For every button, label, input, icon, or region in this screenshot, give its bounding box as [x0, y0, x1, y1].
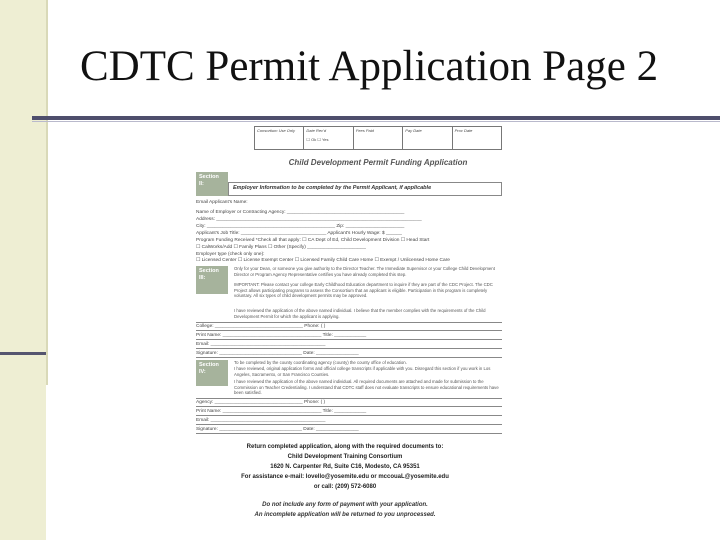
- footer-note: An incomplete application will be returned to you unprocessed.: [254, 512, 436, 518]
- section-text: To be completed by the county coordinating agency (county) the county office of education.: [234, 360, 407, 365]
- section-label: Section III:: [196, 266, 228, 294]
- form-field: Name of Employer or Contracting Agency: ____________________________________________: [196, 210, 405, 215]
- office-cell: Proc Date: [454, 128, 473, 133]
- form-field: Print Name: _____________________________________ Title: ____________: [196, 409, 367, 414]
- title-rule: [32, 116, 720, 120]
- side-band-divider: [46, 0, 48, 385]
- office-cell: Pay Date: [403, 127, 452, 149]
- divider: [196, 339, 502, 340]
- form-field: ☐ Licensed Center ☐ License Exempt Center ☐ Licensed Family Child Care Home ☐ Exempt / Unlicensed Home Care: [196, 258, 450, 263]
- form-field: Employer type (check only one):: [196, 252, 265, 257]
- footer-line: Child Development Training Consortium: [287, 454, 403, 460]
- form-field: ☐ CalWorks/Add ☐ Family Plans ☐ Other (Specify) ______________________: [196, 245, 366, 250]
- section-heading: Employer Information to be completed by the Permit Applicant, if applicable: [228, 182, 502, 196]
- document-title: Child Development Permit Funding Application: [288, 158, 468, 167]
- section-text: I have reviewed the application of the above named individual. I believe that the member complies with the requirements of the Child Development Permit for which the applicant is applying.: [234, 308, 486, 319]
- footer-line: or call: (209) 572-6080: [313, 484, 377, 490]
- footer-line: Return completed application, along with the required documents to:: [246, 444, 444, 450]
- section-label: Section II:: [196, 172, 228, 196]
- section-text: I have reviewed, original application forms and official college transcripts if applicable with you. Disregard this section if you work in Los Angeles, Sacramento, or San Francisco Counties.: [234, 366, 491, 377]
- divider: [196, 424, 502, 425]
- form-field: Signature: _______________________________ Date: ________________: [196, 351, 359, 356]
- footer-note: Do not include any form of payment with your application.: [262, 502, 428, 508]
- section-label: Section IV:: [196, 360, 228, 386]
- footer-line: For assistance e-mail: lovello@yosemite.edu or mccouaL@yosemite.edu: [241, 474, 449, 480]
- divider: [196, 415, 502, 416]
- form-field: College: _________________________________ Phone: ( ): [196, 324, 326, 329]
- divider: [196, 433, 502, 434]
- section-text: I have reviewed the application of the above named individual. All required documents are attached and made for submission to the Commission on Teacher Credentialing. I understand that CDTC staff does not evaluate transcripts to ensure educational requirements have been satisfied.: [234, 379, 499, 396]
- application-document: [186, 124, 504, 534]
- form-field: Agency: _________________________________ Phone: ( ): [196, 400, 326, 405]
- office-cell: Fees Paid: [354, 127, 403, 149]
- form-field: City: ________________________________________________ Zip: ______________________: [196, 224, 405, 229]
- divider: [196, 330, 502, 331]
- form-field: Print Name: _____________________________________ Title: ____________: [196, 333, 367, 338]
- divider: [196, 398, 502, 399]
- title-rule-shadow: [32, 121, 720, 122]
- form-field: Address: _____________________________________________________________________________: [196, 217, 422, 222]
- office-cell: Date Rec'd ☐ Ok ☐ Yes: [304, 127, 353, 149]
- divider: [196, 348, 502, 349]
- form-field: Program Funding Received *Check all that apply: ☐ CA Dept of Ed, Child Development Division ☐ Head Start: [196, 238, 430, 243]
- form-field: Email: ___________________________________________: [196, 342, 326, 347]
- side-band-tick: [0, 352, 46, 355]
- office-use-box: [254, 126, 502, 150]
- form-field: Applicant's Job Title: ________________________________ Applicant's Hourly Wage: $ ______: [196, 231, 402, 236]
- form-field: Email: ___________________________________________: [196, 418, 326, 423]
- slide-title: CDTC Permit Application Page 2: [80, 43, 659, 90]
- section-text: IMPORTANT: Please contact your college Early Childhood Education department to inquire if they are part of the CDC Project. The CDC Project allows participating programs to assess the Consortium that an applicant is eligible. Participation in this program is completely voluntary. All six types of child development permits may be approved.: [234, 282, 493, 299]
- form-field: Signature: _______________________________ Date: ________________: [196, 427, 359, 432]
- footer-line: 1620 N. Carpenter Rd, Suite C16, Modesto, CA 95351: [270, 464, 420, 470]
- section-text: Only for your Dean, or someone you give authority to the Director Teacher. The Immediate Supervisor or your College Child Development Director or Program Agency Representative certifies you have already completed this step.: [234, 266, 495, 277]
- office-cell: Consortium Use Only: [255, 127, 304, 149]
- side-band: [0, 0, 46, 540]
- divider: [196, 322, 502, 323]
- divider: [196, 357, 502, 358]
- form-field: Email Applicant's Name:: [196, 200, 248, 205]
- divider: [196, 406, 502, 407]
